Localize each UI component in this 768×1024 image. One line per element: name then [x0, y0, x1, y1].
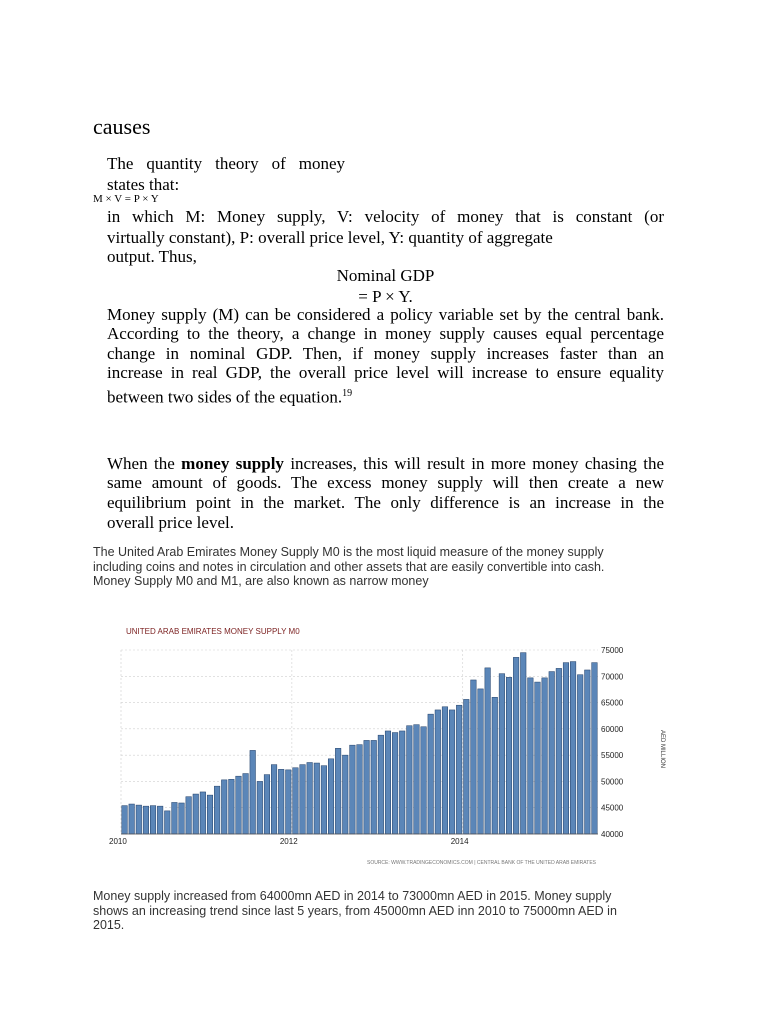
theory-text-line: virtually constant), P: overall price level, Y: quantity of aggregate	[107, 228, 553, 247]
chart-bar	[520, 653, 526, 834]
chart-bar	[585, 670, 591, 834]
chart-bar	[499, 674, 505, 834]
paragraph-line: change in nominal GDP. Then, if money supply increases faster than an	[107, 344, 664, 363]
chart-bar	[549, 672, 555, 834]
x-tick-label: 2010	[109, 837, 127, 846]
chart-bar	[464, 699, 470, 834]
bold-term: money supply	[181, 454, 284, 473]
chart-bar	[371, 740, 377, 834]
chart-bar	[556, 668, 562, 834]
chart-bar	[300, 765, 306, 834]
x-tick-label: 2014	[450, 837, 469, 846]
chart-bar	[528, 678, 534, 834]
paragraph-line: equilibrium point in the market. The only difference is an increase in the	[107, 493, 664, 512]
chart-bar	[157, 806, 163, 834]
nominal-gdp-equation: = P × Y.	[358, 287, 413, 306]
nominal-gdp-line: Nominal GDP	[336, 266, 435, 285]
theory-text-line: output. Thus,	[107, 247, 197, 266]
chart-bar	[236, 776, 242, 834]
chart-bar	[164, 811, 170, 834]
paragraph-line: increase in real GDP, the overall price level will increase to ensure equality	[107, 363, 664, 382]
section-heading: causes	[93, 114, 151, 139]
chart-bar	[492, 697, 498, 834]
chart-bar	[286, 770, 292, 834]
chart-bars	[122, 653, 597, 834]
chart-bar	[506, 677, 512, 834]
chart-bar	[186, 797, 192, 834]
paragraph-line: Money supply (M) can be considered a policy variable set by the central bank.	[107, 305, 664, 324]
paragraph-text: increases, this will result in more money chasing the	[283, 454, 664, 473]
chart-bar	[129, 804, 135, 834]
chart-bar	[229, 779, 235, 834]
chart-bar	[328, 759, 334, 834]
theory-text-line: in which M: Money supply, V: velocity of money that is constant (or	[107, 207, 664, 226]
chart-bar	[428, 714, 434, 834]
y-tick-label: 45000	[601, 803, 624, 813]
chart-bar	[407, 726, 413, 834]
chart-bar	[278, 769, 284, 834]
caption-line: including coins and notes in circulation and other assets that are easily convertible into cash.	[93, 559, 605, 574]
y-axis-label: AED MILLION	[659, 729, 665, 769]
chart-bar	[542, 678, 548, 834]
caption-line: 2015.	[93, 918, 125, 932]
chart-bar	[314, 763, 320, 834]
chart-bar	[456, 705, 462, 834]
chart-bar	[385, 731, 391, 834]
chart-title: UNITED ARAB EMIRATES MONEY SUPPLY M0	[126, 627, 300, 636]
footnote-ref: 19	[342, 388, 353, 399]
y-tick-label: 55000	[601, 751, 624, 761]
chart-bar	[535, 682, 541, 834]
paragraph-text: When the	[107, 454, 182, 473]
theory-line-1: The quantity theory of money	[107, 154, 345, 173]
chart-bar	[592, 663, 598, 834]
chart-bar	[264, 775, 270, 834]
chart-bar	[478, 689, 484, 834]
theory-line-2: states that:	[107, 175, 180, 194]
chart-bar	[350, 745, 356, 834]
chart-bar	[207, 795, 213, 834]
chart-bar	[364, 740, 370, 834]
chart-source: SOURCE: WWW.TRADINGECONOMICS.COM | CENTRAL BANK OF THE UNITED ARAB EMIRATES	[366, 860, 596, 866]
chart-bar	[399, 731, 405, 834]
chart-bar	[485, 668, 491, 834]
chart-bar	[435, 710, 441, 834]
caption-line: The United Arab Emirates Money Supply M0 is the most liquid measure of the money supply	[93, 545, 604, 559]
chart-bar	[243, 774, 249, 834]
chart-bar	[143, 806, 149, 834]
y-tick-label: 70000	[601, 672, 624, 682]
paragraph-last-line	[107, 384, 664, 407]
chart-bar	[471, 680, 477, 834]
chart-bar	[307, 763, 313, 834]
y-tick-label: 40000	[601, 830, 624, 839]
caption-line: Money supply increased from 64000mn AED in 2014 to 73000mn AED in 2015. Money supply	[93, 889, 612, 903]
caption-line: shows an increasing trend since last 5 years, from 45000mn AED inn 2010 to 75000mn AED in	[93, 903, 617, 918]
equation-formula: M × V = P × Y	[93, 193, 159, 205]
money-supply-chart	[108, 614, 668, 876]
paragraph-line: overall price level.	[107, 513, 234, 532]
paragraph-line	[107, 454, 664, 473]
chart-bar	[421, 727, 427, 834]
chart-bar	[342, 755, 348, 834]
chart-bar	[150, 806, 156, 834]
chart-bar	[136, 805, 142, 834]
chart-bar	[414, 725, 420, 834]
paragraph-line: same amount of goods. The excess money supply will then create a new	[107, 473, 664, 492]
chart-caption-bottom	[93, 889, 683, 933]
chart-bar	[563, 663, 569, 834]
y-tick-label: 50000	[601, 777, 624, 787]
chart-bar	[250, 750, 256, 834]
chart-bar	[392, 733, 398, 834]
chart-svg	[108, 614, 668, 876]
chart-bar	[179, 803, 185, 834]
chart-bar	[257, 781, 263, 834]
chart-bar	[321, 766, 327, 834]
chart-bar	[577, 675, 583, 834]
chart-bar	[357, 745, 363, 834]
chart-bar	[271, 765, 277, 834]
chart-bar	[378, 735, 384, 834]
chart-bar	[442, 707, 448, 834]
chart-bar	[221, 780, 227, 834]
chart-caption-top	[93, 545, 683, 589]
chart-bar	[293, 768, 299, 834]
chart-bar	[570, 662, 576, 834]
chart-bar	[172, 802, 178, 834]
chart-bar	[122, 806, 128, 834]
y-tick-label: 65000	[601, 698, 624, 708]
caption-line: Money Supply M0 and M1, are also known as narrow money	[93, 574, 429, 588]
y-tick-label: 75000	[601, 646, 624, 655]
chart-bar	[513, 657, 519, 834]
x-tick-label: 2012	[279, 837, 298, 846]
chart-bar	[193, 794, 199, 834]
chart-bar	[449, 710, 455, 834]
chart-bar	[335, 748, 341, 834]
y-tick-label: 60000	[601, 724, 624, 734]
paragraph-text: between two sides of the equation.	[107, 387, 343, 407]
chart-bar	[214, 786, 220, 834]
paragraph-line: According to the theory, a change in money supply causes equal percentage	[107, 324, 664, 343]
chart-bar	[200, 792, 206, 834]
